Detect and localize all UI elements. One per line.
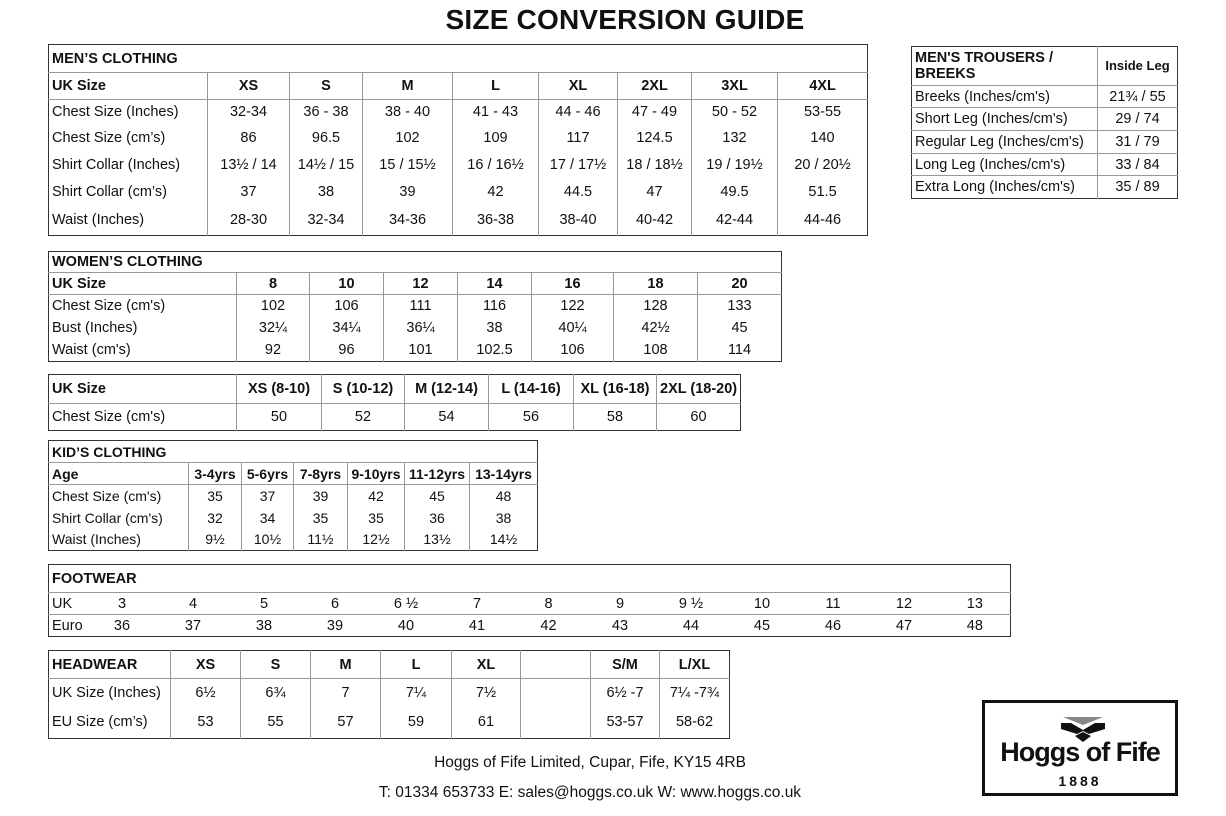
table-cell: 102	[237, 295, 310, 317]
table-row	[49, 100, 868, 125]
page-title: SIZE CONVERSION GUIDE	[445, 4, 805, 35]
table-row	[912, 154, 1178, 176]
table-cell: 109	[453, 125, 539, 151]
table-cell: 38 - 40	[363, 100, 453, 125]
table-cell: 42	[348, 485, 405, 507]
table-cell: 111	[384, 295, 458, 317]
table-cell: 132	[692, 125, 778, 151]
column-header: 2XL (18-20)	[657, 375, 741, 404]
table-cell: 40¼	[532, 317, 614, 339]
column-header: 20	[698, 273, 782, 295]
table-cell: 34¼	[310, 317, 384, 339]
table-cell: 32-34	[208, 100, 290, 125]
table-cell: 4	[158, 593, 229, 615]
column-header	[521, 651, 591, 679]
column-header: S	[290, 73, 363, 100]
table-header-row	[49, 651, 730, 679]
table-cell: 13½	[405, 529, 470, 551]
table-cell: 21¾ / 55	[1098, 86, 1178, 108]
table-title-row	[49, 441, 538, 463]
column-header: L	[453, 73, 539, 100]
row-label: Shirt Collar (Inches)	[52, 156, 181, 173]
table-cell: 13½ / 14	[208, 151, 290, 179]
table-cell: 11½	[294, 529, 348, 551]
table-cell: 9½	[189, 529, 242, 551]
table-cell: 41	[468, 617, 486, 634]
table-cell: 122	[532, 295, 614, 317]
table-cell: 48	[470, 485, 538, 507]
table-cell: 52	[322, 404, 405, 431]
trousers-size-table	[911, 46, 1178, 199]
column-header: 7-8yrs	[294, 463, 348, 485]
table-header-row	[49, 73, 868, 100]
table-row	[49, 529, 538, 551]
table-cell: 37	[208, 179, 290, 206]
section-title: WOMEN’S CLOTHING	[49, 252, 782, 273]
column-header: M (12-14)	[405, 375, 489, 404]
table-cell: 20 / 20½	[778, 151, 868, 179]
table-cell: 86	[208, 125, 290, 151]
table-cell: 128	[614, 295, 698, 317]
table-cell: 18 / 18½	[618, 151, 692, 179]
table-cell: 7	[311, 679, 381, 707]
column-header: 8	[237, 273, 310, 295]
table-cell: 6¾	[241, 679, 311, 707]
table-cell: 106	[310, 295, 384, 317]
table-cell: 10	[727, 593, 798, 615]
table-cell: 35	[348, 507, 405, 529]
table-cell: 36	[113, 617, 131, 634]
table-cell: 40	[397, 617, 415, 634]
table-cell: 44-46	[778, 206, 868, 236]
table-cell: 12½	[348, 529, 405, 551]
table-cell: 55	[241, 707, 311, 739]
section-title: MEN’S CLOTHING	[49, 45, 868, 73]
row-label: Chest Size (Inches)	[52, 104, 179, 121]
table-cell: 47	[895, 617, 913, 634]
table-cell: 41 - 43	[453, 100, 539, 125]
table-row	[49, 179, 868, 206]
table-cell: 50 - 52	[692, 100, 778, 125]
table-cell: 92	[237, 339, 310, 362]
column-header: S/M	[591, 651, 660, 679]
table-cell: 15 / 15½	[363, 151, 453, 179]
table-cell: 10½	[242, 529, 294, 551]
table-header-row	[49, 463, 538, 485]
table-cell: 14½	[470, 529, 538, 551]
row-label: UK Size (Inches)	[52, 684, 161, 701]
table-row	[49, 295, 782, 317]
table-cell: 33 / 84	[1098, 154, 1178, 176]
footer-contact: T: 01334 653733 E: sales@hoggs.co.uk W: www.hoggs.co.uk	[378, 784, 802, 801]
mens-size-table	[48, 44, 868, 236]
table-cell: 54	[405, 404, 489, 431]
womens-size-table	[48, 251, 782, 362]
table-cell: 13	[940, 593, 1011, 615]
table-cell: 11	[798, 593, 869, 615]
table-row	[912, 131, 1178, 154]
row-label: Chest Size (cm’s)	[52, 129, 166, 146]
table-row	[49, 317, 782, 339]
column-header: XL	[539, 73, 618, 100]
table-row	[912, 86, 1178, 108]
section-title: FOOTWEAR	[49, 565, 1011, 593]
table-cell: 96	[310, 339, 384, 362]
column-header: XS	[208, 73, 290, 100]
table-cell: 40-42	[618, 206, 692, 236]
table-row	[49, 125, 868, 151]
row-label: Waist (Inches)	[52, 212, 145, 229]
table-cell: 14½ / 15	[290, 151, 363, 179]
row-label: UK	[49, 593, 87, 615]
table-title-row	[49, 45, 868, 73]
table-cell: 116	[458, 295, 532, 317]
table-cell: 39	[363, 179, 453, 206]
table-cell: 12	[869, 593, 940, 615]
table-cell: 7¼	[381, 679, 452, 707]
column-header: 4XL	[778, 73, 868, 100]
table-cell: 133	[698, 295, 782, 317]
row-label: UK Size	[49, 375, 237, 404]
table-cell: 101	[384, 339, 458, 362]
footwear-size-table	[48, 564, 1011, 637]
table-cell: 50	[237, 404, 322, 431]
table-cell: 9	[585, 593, 656, 615]
column-header: 18	[614, 273, 698, 295]
table-cell: 7¼ -7¾	[660, 679, 730, 707]
row-label: Waist (cm's)	[52, 341, 131, 358]
table-cell: 36-38	[453, 206, 539, 236]
table-cell: 38-40	[539, 206, 618, 236]
table-cell: 34	[242, 507, 294, 529]
table-cell: 38	[458, 317, 532, 339]
table-cell: 5	[229, 593, 300, 615]
table-cell: 35	[189, 485, 242, 507]
table-cell: 45	[753, 617, 771, 634]
table-cell: 6½ -7	[591, 679, 660, 707]
table-row	[49, 593, 1011, 615]
table-cell: 58	[574, 404, 657, 431]
table-cell: 36 - 38	[290, 100, 363, 125]
table-cell: 108	[614, 339, 698, 362]
column-header: 2XL	[618, 73, 692, 100]
table-cell: 39	[294, 485, 348, 507]
womens-letter-size-table	[48, 374, 741, 431]
kids-size-table	[48, 440, 538, 551]
table-cell: 48	[966, 617, 983, 634]
table-cell: 60	[657, 404, 741, 431]
column-header: 11-12yrs	[405, 463, 470, 485]
table-cell: 43	[611, 617, 629, 634]
table-cell: 44	[682, 617, 700, 634]
column-header: XS	[171, 651, 241, 679]
table-row	[49, 507, 538, 529]
table-cell: 37	[242, 485, 294, 507]
table-cell: 44 - 46	[539, 100, 618, 125]
column-header: 3-4yrs	[189, 463, 242, 485]
column-header: S (10-12)	[322, 375, 405, 404]
column-header: L	[381, 651, 452, 679]
table-cell: 57	[311, 707, 381, 739]
section-title: KID’S CLOTHING	[49, 441, 538, 463]
column-header: XL (16-18)	[574, 375, 657, 404]
row-label: UK Size	[49, 273, 237, 295]
table-cell: 53-57	[591, 707, 660, 739]
row-label: Chest Size (cm's)	[52, 409, 166, 425]
table-cell: 45	[698, 317, 782, 339]
table-cell: 42½	[614, 317, 698, 339]
table-cell: 53	[171, 707, 241, 739]
table-cell: 28-30	[208, 206, 290, 236]
row-label: Extra Long (Inches/cm's)	[915, 179, 1075, 195]
column-header: XL	[452, 651, 521, 679]
table-cell: 17 / 17½	[539, 151, 618, 179]
table-row	[912, 108, 1178, 131]
column-header: 14	[458, 273, 532, 295]
column-header: M	[311, 651, 381, 679]
row-label: EU Size (cm’s)	[52, 714, 148, 731]
table-cell: 36¼	[384, 317, 458, 339]
table-row	[49, 485, 538, 507]
table-cell: 96.5	[290, 125, 363, 151]
table-cell: 42	[540, 617, 557, 634]
table-title-row	[49, 565, 1011, 593]
row-label: UK Size	[49, 73, 208, 100]
table-cell: 114	[698, 339, 782, 362]
column-header: 16	[532, 273, 614, 295]
table-cell: 44.5	[539, 179, 618, 206]
row-label: Bust (Inches)	[52, 319, 138, 336]
table-cell	[521, 707, 591, 739]
table-cell: 7	[442, 593, 513, 615]
row-label: Age	[49, 463, 189, 485]
table-cell: 106	[532, 339, 614, 362]
table-row	[49, 339, 782, 362]
table-cell: 7½	[452, 679, 521, 707]
table-cell: 37	[184, 617, 202, 634]
column-header: 12	[384, 273, 458, 295]
table-cell: 42-44	[692, 206, 778, 236]
table-header-row	[49, 273, 782, 295]
column-header: 13-14yrs	[470, 463, 538, 485]
row-label: Long Leg (Inches/cm's)	[912, 154, 1098, 176]
table-cell: 3	[87, 593, 158, 615]
table-cell: 32¼	[237, 317, 310, 339]
table-cell: 38	[470, 507, 538, 529]
column-header: L (14-16)	[489, 375, 574, 404]
column-header: Inside Leg	[1098, 47, 1178, 86]
footer-address: Hoggs of Fife Limited, Cupar, Fife, KY15 4RB	[434, 754, 746, 771]
table-row	[49, 206, 868, 236]
table-cell: 102.5	[458, 339, 532, 362]
table-cell: 45	[405, 485, 470, 507]
table-cell: 6	[300, 593, 371, 615]
table-title-row	[49, 252, 782, 273]
table-cell: 29 / 74	[1098, 108, 1178, 131]
table-cell: 46	[824, 617, 842, 634]
table-cell: 8	[513, 593, 585, 615]
column-header: XS (8-10)	[237, 375, 322, 404]
table-row	[49, 679, 730, 707]
logo-year: 1888	[1058, 773, 1102, 789]
table-cell: 9 ½	[656, 593, 727, 615]
logo-name: Hoggs of Fife	[1000, 737, 1160, 767]
table-cell: 39	[326, 617, 344, 634]
table-cell: 38	[290, 179, 363, 206]
table-row	[49, 151, 868, 179]
table-header-row	[912, 47, 1178, 86]
row-label: Breeks (Inches/cm's)	[912, 86, 1098, 108]
table-cell: 32-34	[290, 206, 363, 236]
table-cell: 56	[489, 404, 574, 431]
column-header: L/XL	[660, 651, 730, 679]
hoggs-of-fife-logo	[982, 700, 1178, 796]
row-label: Short Leg (Inches/cm's)	[912, 108, 1098, 131]
table-cell: 53-55	[778, 100, 868, 125]
row-label: Waist (Inches)	[52, 531, 141, 548]
column-header: S	[241, 651, 311, 679]
table-row	[49, 615, 1011, 637]
column-header: 5-6yrs	[242, 463, 294, 485]
table-header-row	[49, 375, 741, 404]
row-label: Shirt Collar (cm’s)	[52, 184, 167, 200]
table-cell: 19 / 19½	[692, 151, 778, 179]
table-cell: 38	[255, 617, 273, 634]
table-cell: 35 / 89	[1098, 176, 1178, 199]
table-cell: 34-36	[363, 206, 453, 236]
row-label: Chest Size (cm's)	[52, 487, 162, 504]
table-cell: 140	[778, 125, 868, 151]
headwear-size-table	[48, 650, 730, 739]
table-cell: 35	[294, 507, 348, 529]
table-cell: 58-62	[660, 707, 730, 739]
table-cell: 102	[363, 125, 453, 151]
table-cell: 59	[381, 707, 452, 739]
table-row	[912, 176, 1178, 199]
column-header: 10	[310, 273, 384, 295]
column-header: 3XL	[692, 73, 778, 100]
table-row	[49, 707, 730, 739]
row-label: Euro	[52, 617, 83, 634]
table-cell: 6½	[171, 679, 241, 707]
row-label: Regular Leg (Inches/cm's)	[912, 131, 1098, 154]
table-cell: 51.5	[778, 179, 868, 206]
column-header: M	[363, 73, 453, 100]
table-cell: 32	[189, 507, 242, 529]
table-row	[49, 404, 741, 431]
row-label: MEN'S TROUSERS / BREEKS	[912, 47, 1098, 86]
table-cell: 31 / 79	[1098, 131, 1178, 154]
table-cell: 6 ½	[371, 593, 442, 615]
table-cell: 47 - 49	[618, 100, 692, 125]
table-cell: 124.5	[618, 125, 692, 151]
table-cell: 117	[539, 125, 618, 151]
row-label: HEADWEAR	[49, 651, 171, 679]
row-label: Chest Size (cm's)	[52, 297, 166, 314]
table-cell: 47	[618, 179, 692, 206]
table-cell: 36	[405, 507, 470, 529]
table-cell: 42	[453, 179, 539, 206]
row-label: Shirt Collar (cm's)	[52, 509, 163, 526]
table-cell: 49.5	[692, 179, 778, 206]
table-cell	[521, 679, 591, 707]
column-header: 9-10yrs	[348, 463, 405, 485]
table-cell: 61	[452, 707, 521, 739]
table-cell: 16 / 16½	[453, 151, 539, 179]
